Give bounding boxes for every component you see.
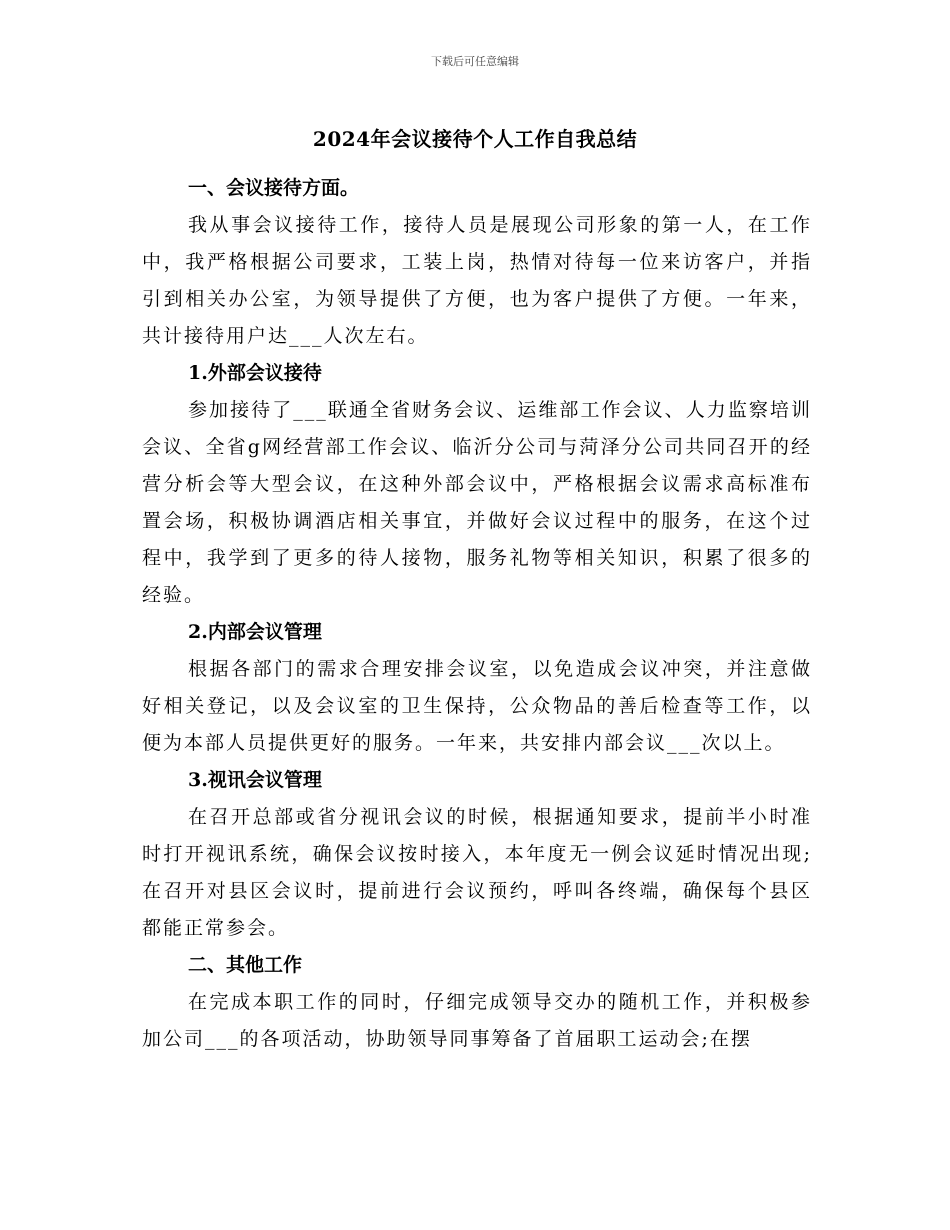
document-title: 2024年会议接待个人工作自我总结	[312, 127, 638, 151]
paragraph-external-meetings: 参加接待了___联通全省财务会议、运维部工作会议、人力监察培训会议、全省g网经营部工作会议、临沂分公司与菏泽分公司共同召开的经营分析会等大型会议，在这种外部会议中，严格根据会议需求高标准布置会场，积极协调酒店相关事宜，并做好会议过程中的服务，在这个过程中，我学到了更多的待人接物，服务礼物等相关知识，积累了很多的经验。	[142, 399, 812, 606]
document-body	[142, 170, 812, 1058]
paragraph-meeting-reception: 我从事会议接待工作，接待人员是展现公司形象的第一人，在工作中，我严格根据公司要求，工装上岗，热情对待每一位来访客户，并指引到相关办公室，为领导提供了方便，也为客户提供了方便。一年来，共计接待用户达___人次左右。	[142, 214, 812, 347]
page-header-note: 下载后可任意编辑	[431, 55, 519, 68]
paragraph-internal-meetings: 根据各部门的需求合理安排会议室，以免造成会议冲突，并注意做好相关登记，以及会议室的卫生保持，公众物品的善后检查等工作，以便为本部人员提供更好的服务。一年来，共安排内部会议___次以上。	[142, 658, 812, 754]
subsection-heading-external-meetings: 1.外部会议接待	[188, 362, 322, 384]
section-heading-meeting-reception: 一、会议接待方面。	[188, 177, 360, 199]
subsection-heading-internal-meetings: 2.内部会议管理	[188, 621, 322, 643]
section-heading-other-work: 二、其他工作	[188, 954, 303, 976]
subsection-heading-video-meetings: 3.视讯会议管理	[188, 769, 322, 791]
paragraph-video-meetings: 在召开总部或省分视讯会议的时候，根据通知要求，提前半小时准时打开视讯系统，确保会议按时接入，本年度无一例会议延时情况出现;在召开对县区会议时，提前进行会议预约，呼叫各终端，确保每个县区都能正常参会。	[142, 806, 812, 939]
paragraph-other-work: 在完成本职工作的同时，仔细完成领导交办的随机工作，并积极参加公司___的各项活动，协助领导同事筹备了首届职工运动会;在摆	[142, 991, 812, 1050]
